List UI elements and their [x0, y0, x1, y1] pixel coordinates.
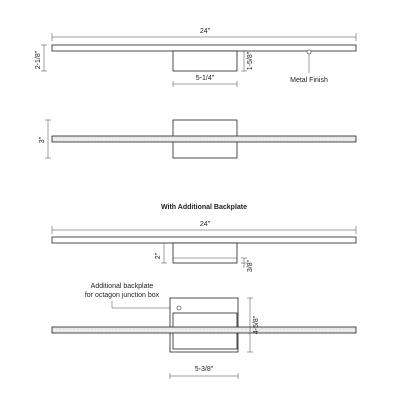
- top-view: [35, 28, 356, 87]
- plate-width-label: 5-1/4": [195, 75, 215, 82]
- front-view: [39, 120, 356, 158]
- backplate-width-label: 5-3/8": [194, 366, 214, 373]
- backplate-callout-line1: Additional backplate: [90, 283, 154, 290]
- backplate-callout-leader: [112, 301, 177, 308]
- finish-callout-dot: [307, 50, 311, 54]
- backplate-callout-dot: [177, 306, 181, 310]
- width-label: 24": [199, 28, 211, 35]
- backplate-top-2: [173, 243, 237, 263]
- section-title: With Additional Backplate: [160, 204, 248, 211]
- depth-label: 1-5/8": [247, 51, 254, 71]
- front-view-with-backplate: [52, 283, 356, 379]
- offset-label: 2": [155, 252, 162, 260]
- height-label: 2-1/8": [35, 50, 42, 70]
- fixture-bar-top-2: [52, 237, 356, 243]
- top-view-with-backplate: [52, 221, 356, 272]
- backplate-callout-line2: for octagon junction box: [84, 292, 160, 299]
- depth-label-2: 3/8": [247, 259, 254, 273]
- backplate-top: [173, 51, 237, 71]
- front-height-label: 3": [39, 136, 46, 144]
- finish-callout-label: Metal Finish: [290, 77, 328, 84]
- fixture-bar-top: [52, 45, 356, 51]
- width-label-2: 24": [199, 221, 211, 228]
- backplate-height-label: 4-5/8": [253, 315, 260, 335]
